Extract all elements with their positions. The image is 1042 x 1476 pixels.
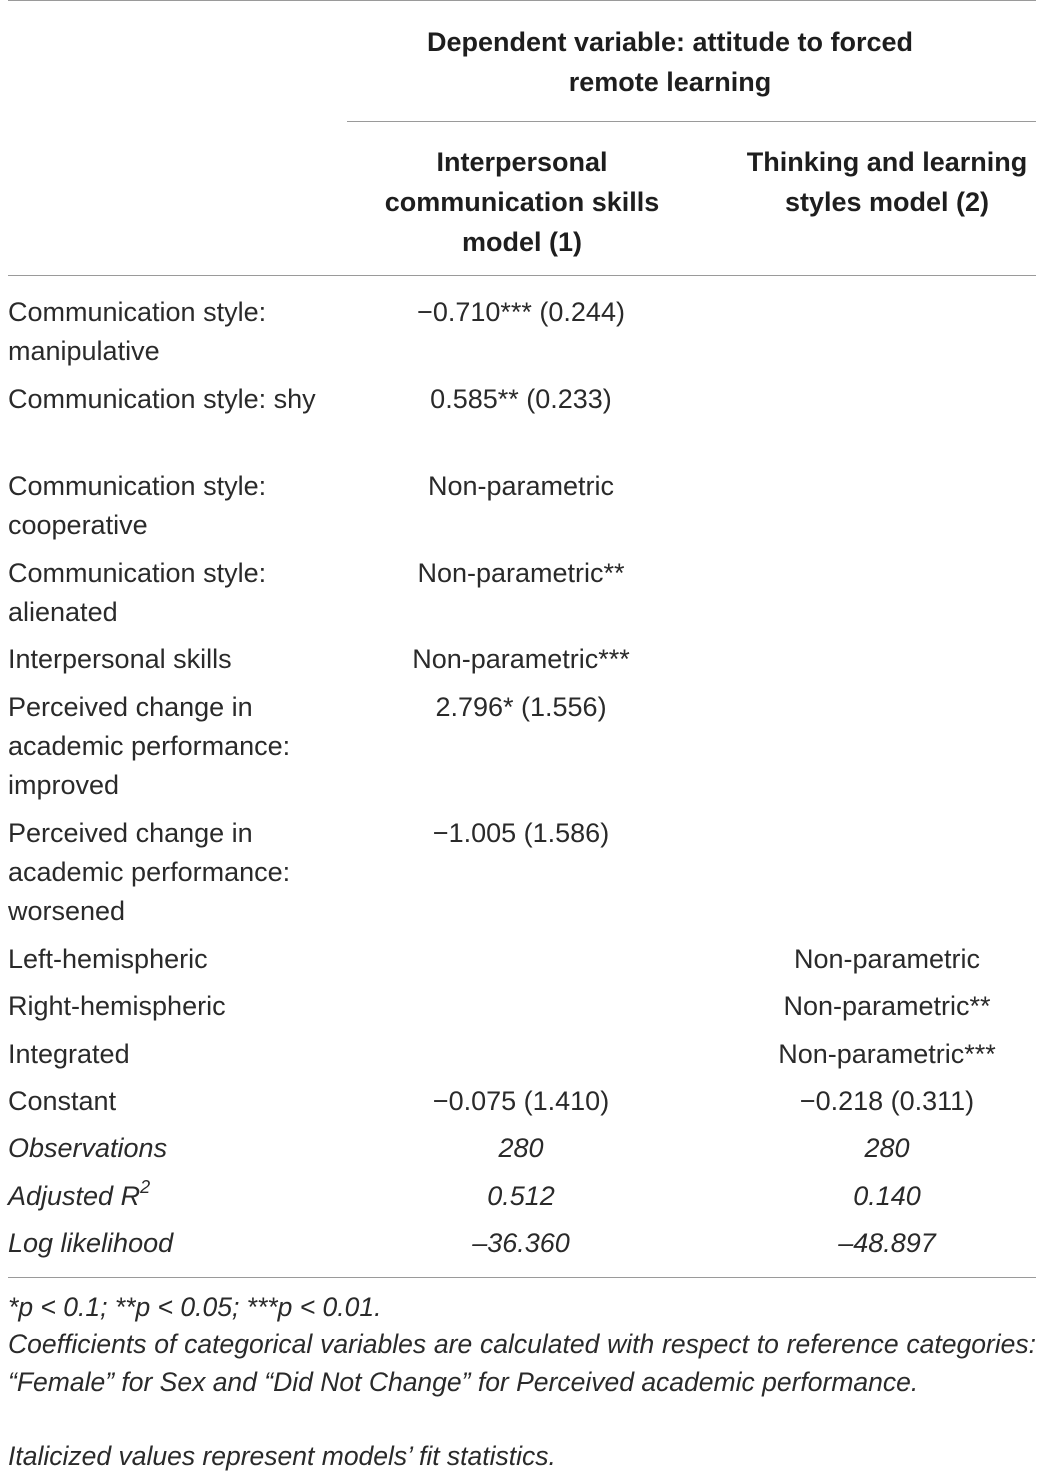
model2-header: Thinking and learning styles model (2) <box>746 147 1028 217</box>
row-model2-value: Non-parametric*** <box>778 1039 996 1069</box>
row-model1-value: 0.585** (0.233) <box>430 384 612 414</box>
fit-label <box>8 1177 338 1216</box>
row-model1-value: Non-parametric** <box>417 558 625 588</box>
categorical-note: Coefficients of categorical variables are calculated with respect to reference categories: “Female” for Sex and “Did Not Change” for Perceived academic performance. <box>8 1329 1036 1397</box>
fit-model1-value: 280 <box>498 1133 544 1163</box>
fit-label-main: Adjusted R <box>8 1181 141 1211</box>
dependent-variable-header: Dependent variable: attitude to forced remote learning <box>426 27 914 97</box>
row-label: Left-hemispheric <box>8 944 208 974</box>
row-label: Communication style: alienated <box>8 558 267 627</box>
row-model1-value: −1.005 (1.586) <box>432 818 610 848</box>
fit-model1-value: –36.360 <box>472 1228 570 1258</box>
row-model2-value: −0.218 (0.311) <box>799 1086 975 1116</box>
header-subrule <box>347 121 1036 122</box>
italic-note: Italicized values represent models’ fit statistics. <box>8 1441 556 1471</box>
row-model2-value: Non-parametric <box>793 944 981 974</box>
row-model1-value: 2.796* (1.556) <box>435 692 607 722</box>
fit-label: Observations <box>8 1133 168 1163</box>
fit-model1-value: 0.512 <box>487 1181 555 1211</box>
fit-model2-value: –48.897 <box>838 1228 936 1258</box>
top-rule <box>8 0 1036 1</box>
row-label: Right-hemispheric <box>8 991 226 1021</box>
fit-label-superscript: 2 <box>140 1177 151 1197</box>
fit-model2-value: 0.140 <box>853 1181 921 1211</box>
row-label: Constant <box>8 1086 117 1116</box>
fit-model2-value: 280 <box>864 1133 910 1163</box>
row-label: Communication style: manipulative <box>8 297 267 366</box>
significance-note: *p < 0.1; **p < 0.05; ***p < 0.01. <box>8 1292 382 1322</box>
model1-header: Interpersonal communication skills model (1) <box>384 147 660 257</box>
row-model1-value: Non-parametric <box>427 471 615 501</box>
bottom-rule <box>8 1277 1036 1278</box>
row-label: Integrated <box>8 1039 130 1069</box>
header-rule <box>8 275 1036 276</box>
row-label: Communication style: shy <box>8 384 316 414</box>
row-label: Communication style: cooperative <box>8 471 267 540</box>
row-label: Perceived change in academic performance: improved <box>8 692 291 800</box>
row-model1-value: −0.710*** (0.244) <box>417 297 625 327</box>
row-label: Interpersonal skills <box>8 644 232 674</box>
row-model1-value: −0.075 (1.410) <box>432 1086 610 1116</box>
row-model1-value: Non-parametric*** <box>412 644 630 674</box>
row-label: Perceived change in academic performance: worsened <box>8 818 291 926</box>
row-model2-value: Non-parametric** <box>783 991 991 1021</box>
fit-label: Log likelihood <box>8 1228 174 1258</box>
